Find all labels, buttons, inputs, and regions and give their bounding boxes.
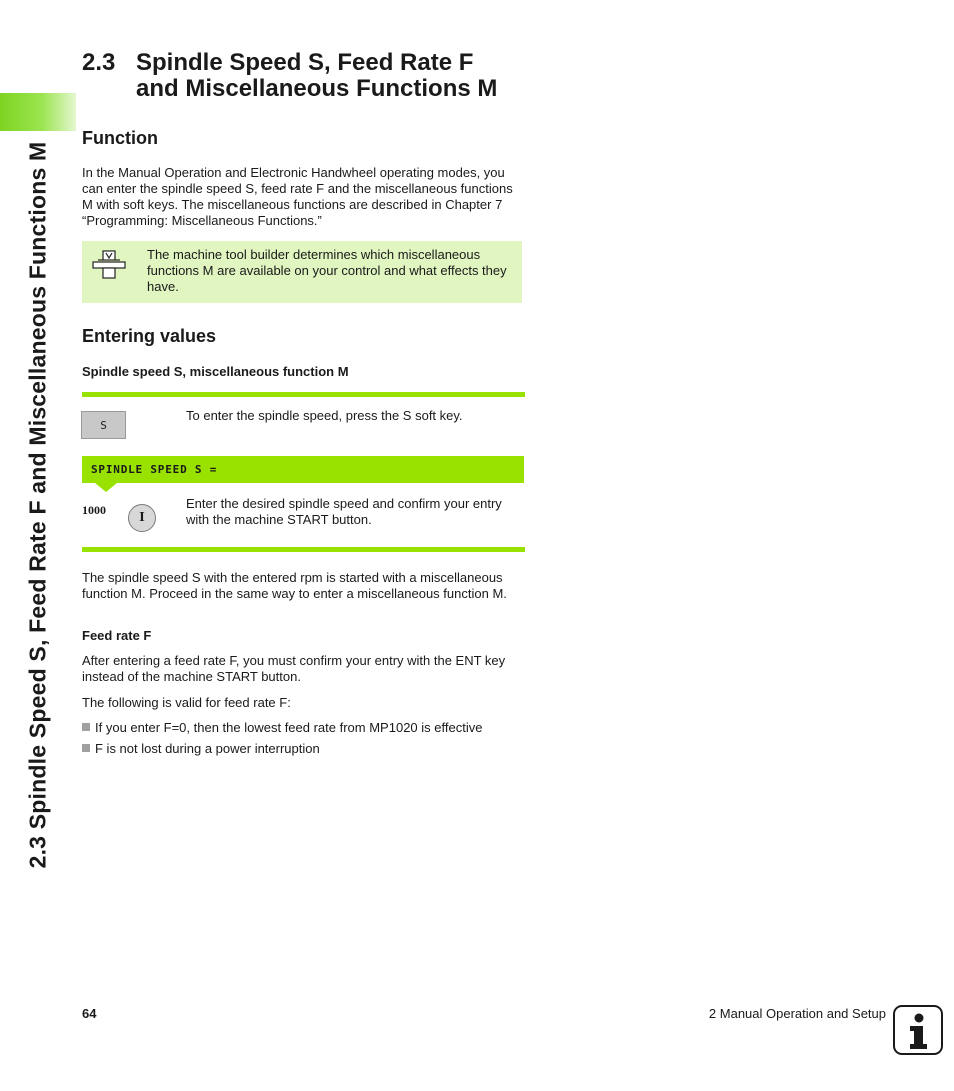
step1-text: To enter the spindle speed, press the S soft key. bbox=[186, 408, 463, 423]
function-paragraph: In the Manual Operation and Electronic Handwheel operating modes, you can enter the spindle speed S, feed rate F and the miscellaneous functions M with soft keys. The miscellaneous functions are described in Chapter 7 “Programming: Miscellaneous Functions.” bbox=[82, 165, 513, 228]
note-text: The machine tool builder determines which miscellaneous functions M are available on your control and what effects they have. bbox=[147, 247, 507, 294]
note-box bbox=[82, 241, 522, 303]
list-item: If you enter F=0, then the lowest feed rate from MP1020 is effective bbox=[82, 720, 482, 736]
bullet-square-icon bbox=[82, 723, 90, 731]
feed-rate-subheading: Feed rate F bbox=[82, 628, 152, 643]
machine-start-button[interactable]: I bbox=[128, 504, 156, 532]
after-paragraph: The spindle speed S with the entered rpm is started with a miscellaneous function M. Proceed in the same way to enter a miscellaneous function M. bbox=[82, 570, 507, 601]
title-line-2: and Miscellaneous Functions M bbox=[136, 75, 498, 102]
info-glyph-icon bbox=[895, 1007, 941, 1053]
title-line-1: Spindle Speed S, Feed Rate F bbox=[136, 49, 474, 76]
dialog-arrow-icon bbox=[95, 483, 117, 492]
machine-tool-builder-icon bbox=[92, 250, 126, 280]
spindle-subheading: Spindle speed S, miscellaneous function M bbox=[82, 364, 349, 379]
s-soft-key[interactable]: S bbox=[81, 411, 126, 439]
chapter-footer: 2 Manual Operation and Setup bbox=[708, 1006, 886, 1021]
bottom-rule bbox=[82, 547, 525, 552]
feed-paragraph-1: After entering a feed rate F, you must confirm your entry with the ENT key instead of the machine START button. bbox=[82, 653, 506, 684]
section-number: 2.3 bbox=[82, 49, 116, 76]
function-heading: Function bbox=[82, 128, 158, 148]
info-icon bbox=[893, 1005, 943, 1055]
page-number: 64 bbox=[82, 1006, 97, 1021]
feed-rate-bullets bbox=[82, 720, 482, 762]
top-rule bbox=[82, 392, 525, 397]
list-item: F is not lost during a power interruption bbox=[82, 741, 482, 757]
bullet-square-icon bbox=[82, 744, 90, 752]
entered-value: 1000 bbox=[82, 503, 106, 517]
running-title: 2.3 Spindle Speed S, Feed Rate F and Miscellaneous Functions M bbox=[24, 141, 51, 869]
side-tab-marker bbox=[0, 93, 76, 131]
dialog-prompt-bar: SPINDLE SPEED S = bbox=[82, 456, 524, 483]
entering-values-heading: Entering values bbox=[82, 326, 217, 346]
feed-paragraph-2: The following is valid for feed rate F: bbox=[82, 695, 291, 710]
step2-text: Enter the desired spindle speed and confirm your entry with the machine START button. bbox=[186, 496, 502, 527]
page-title bbox=[82, 50, 497, 102]
